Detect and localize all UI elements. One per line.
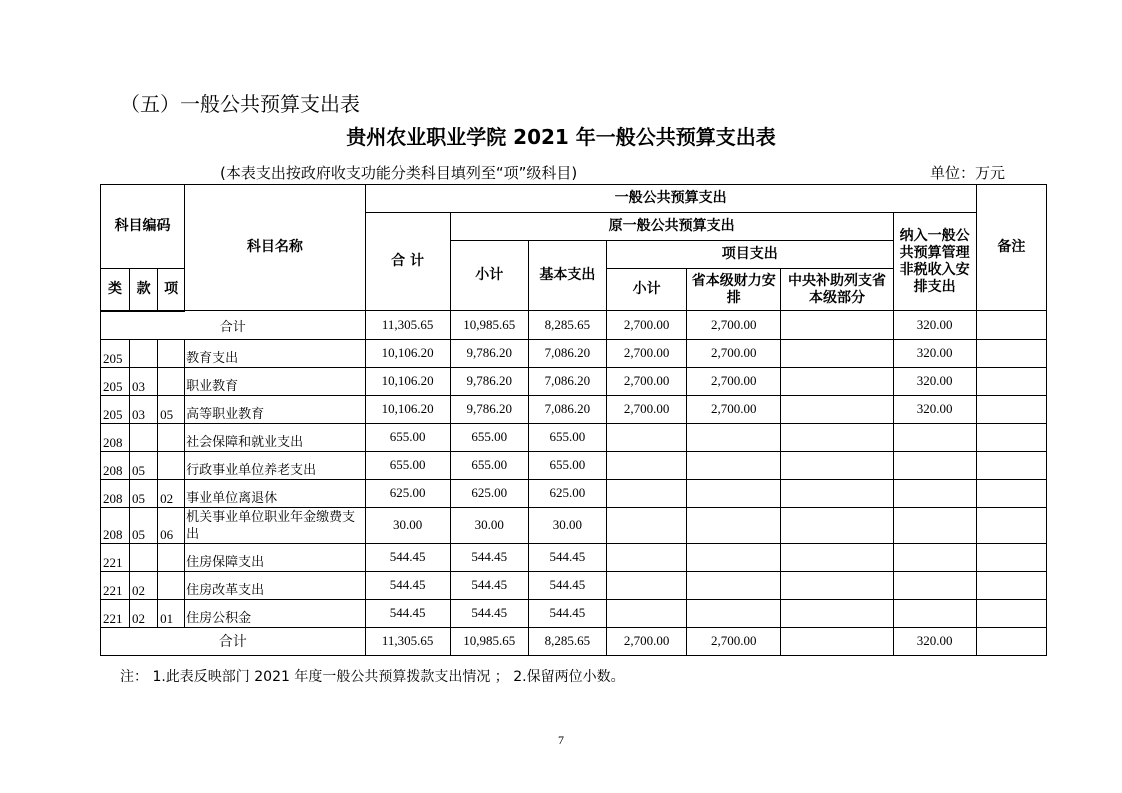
code-sub: 02 [158,479,185,507]
cell-nontax [893,599,976,627]
cell-basic: 544.45 [528,599,606,627]
summary-central [781,627,893,655]
table-row [101,423,1047,451]
cell-provincial [687,423,781,451]
summary-central [781,311,893,340]
cell-provincial [687,599,781,627]
summary-subtotal: 10,985.65 [450,311,528,340]
code-class: 221 [101,599,130,627]
summary-total: 11,305.65 [365,627,450,655]
code-class: 221 [101,571,130,599]
code-sub [158,339,185,367]
header-nontax: 纳入一般公共预算管理非税收入安排支出 [893,213,976,311]
cell-remark [976,599,1046,627]
subject-name: 机关事业单位职业年金缴费支出 [185,507,365,543]
summary-project-subtotal: 2,700.00 [607,311,687,340]
cell-remark [976,367,1046,395]
summary-project-subtotal: 2,700.00 [607,627,687,655]
table-row [101,479,1047,507]
cell-provincial: 2,700.00 [687,339,781,367]
cell-project-subtotal [607,451,687,479]
subject-name: 职业教育 [185,367,365,395]
code-item [130,339,158,367]
cell-nontax [893,451,976,479]
cell-total: 10,106.20 [365,339,450,367]
table-row [101,367,1047,395]
cell-subtotal: 655.00 [450,451,528,479]
cell-central [781,507,893,543]
cell-subtotal: 9,786.20 [450,367,528,395]
cell-subtotal: 544.45 [450,571,528,599]
header-central: 中央补助列支省本级部分 [781,269,893,311]
code-item: 03 [130,395,158,423]
cell-central [781,367,893,395]
table-row [101,599,1047,627]
cell-provincial: 2,700.00 [687,367,781,395]
subject-name: 住房改革支出 [185,571,365,599]
header-provincial: 省本级财力安排 [687,269,781,311]
cell-total: 10,106.20 [365,367,450,395]
code-item [130,543,158,571]
cell-nontax [893,507,976,543]
unit-label: 单位：万元 [930,164,1006,182]
cell-nontax [893,543,976,571]
summary-basic: 8,285.65 [528,311,606,340]
cell-provincial [687,543,781,571]
cell-subtotal: 544.45 [450,599,528,627]
summary-label: 合计 [101,627,366,655]
cell-provincial [687,507,781,543]
cell-subtotal: 9,786.20 [450,395,528,423]
table-row [101,339,1047,367]
code-class: 208 [101,507,130,543]
table-row [101,571,1047,599]
header-subject-name: 科目名称 [185,185,365,311]
code-item [130,423,158,451]
subject-name: 社会保障和就业支出 [185,423,365,451]
subject-name: 住房保障支出 [185,543,365,571]
summary-remark [976,311,1046,340]
subject-name: 事业单位离退休 [185,479,365,507]
cell-basic: 544.45 [528,571,606,599]
cell-total: 655.00 [365,451,450,479]
cell-central [781,479,893,507]
code-sub [158,367,185,395]
code-class: 205 [101,395,130,423]
code-sub [158,423,185,451]
table-row [101,507,1047,543]
header-remark: 备注 [976,185,1046,311]
cell-remark [976,507,1046,543]
cell-provincial [687,479,781,507]
header-subject-code: 科目编码 [101,185,185,269]
summary-provincial: 2,700.00 [687,311,781,340]
cell-basic: 7,086.20 [528,339,606,367]
code-sub [158,543,185,571]
header-project: 项目支出 [607,241,894,269]
header-item: 款 [130,269,158,311]
cell-nontax: 320.00 [893,395,976,423]
code-sub: 06 [158,507,185,543]
code-sub: 01 [158,599,185,627]
cell-total: 544.45 [365,571,450,599]
cell-nontax [893,479,976,507]
table-subtitle: (本表支出按政府收支功能分类科目填列至“项”级科目) [220,164,578,182]
code-class: 208 [101,479,130,507]
summary-remark [976,627,1046,655]
summary-nontax: 320.00 [893,627,976,655]
summary-nontax: 320.00 [893,311,976,340]
cell-basic: 544.45 [528,543,606,571]
cell-nontax [893,423,976,451]
code-item: 02 [130,599,158,627]
code-item: 05 [130,507,158,543]
subject-name: 高等职业教育 [185,395,365,423]
document-title: 贵州农业职业学院 2021 年一般公共预算支出表 [346,125,776,149]
cell-project-subtotal [607,571,687,599]
cell-basic: 7,086.20 [528,395,606,423]
header-sub: 项 [158,269,185,311]
code-class: 221 [101,543,130,571]
code-class: 208 [101,451,130,479]
cell-remark [976,395,1046,423]
table-row [101,543,1047,571]
cell-project-subtotal [607,507,687,543]
header-class: 类 [101,269,130,311]
cell-central [781,571,893,599]
cell-basic: 7,086.20 [528,367,606,395]
summary-basic: 8,285.65 [528,627,606,655]
cell-project-subtotal [607,423,687,451]
budget-table [100,184,1047,656]
code-item: 05 [130,479,158,507]
subject-name: 教育支出 [185,339,365,367]
cell-subtotal: 9,786.20 [450,339,528,367]
cell-remark [976,479,1046,507]
header-basic: 基本支出 [528,241,606,311]
cell-provincial [687,571,781,599]
header-general-budget: 一般公共预算支出 [365,185,976,213]
cell-total: 544.45 [365,599,450,627]
code-class: 205 [101,339,130,367]
summary-subtotal: 10,985.65 [450,627,528,655]
cell-project-subtotal: 2,700.00 [607,367,687,395]
table-header [101,185,1047,311]
cell-basic: 30.00 [528,507,606,543]
subject-name: 住房公积金 [185,599,365,627]
page-number: 7 [558,733,564,747]
cell-central [781,543,893,571]
cell-remark [976,339,1046,367]
cell-remark [976,423,1046,451]
cell-project-subtotal [607,599,687,627]
cell-central [781,451,893,479]
cell-subtotal: 655.00 [450,423,528,451]
cell-total: 655.00 [365,423,450,451]
section-title: （五）一般公共预算支出表 [120,92,360,116]
code-item: 05 [130,451,158,479]
cell-provincial: 2,700.00 [687,395,781,423]
footnote: 注： 1.此表反映部门 2021 年度一般公共预算拨款支出情况 ； 2.保留两位小数。 [120,669,625,685]
header-original-budget: 原一般公共预算支出 [450,213,893,241]
code-sub: 05 [158,395,185,423]
cell-central [781,423,893,451]
cell-project-subtotal [607,543,687,571]
code-item: 03 [130,367,158,395]
code-class: 205 [101,367,130,395]
cell-central [781,395,893,423]
cell-basic: 655.00 [528,423,606,451]
header-subtotal: 小计 [450,241,528,311]
summary-row-bottom [101,627,1047,655]
cell-nontax: 320.00 [893,339,976,367]
subject-name: 行政事业单位养老支出 [185,451,365,479]
cell-total: 10,106.20 [365,395,450,423]
code-item: 02 [130,571,158,599]
cell-remark [976,571,1046,599]
cell-project-subtotal: 2,700.00 [607,395,687,423]
header-total: 合 计 [365,213,450,311]
cell-central [781,599,893,627]
summary-total: 11,305.65 [365,311,450,340]
cell-total: 30.00 [365,507,450,543]
cell-total: 544.45 [365,543,450,571]
cell-total: 625.00 [365,479,450,507]
cell-remark [976,543,1046,571]
cell-subtotal: 625.00 [450,479,528,507]
cell-remark [976,451,1046,479]
cell-basic: 625.00 [528,479,606,507]
code-class: 208 [101,423,130,451]
summary-row-top [101,311,1047,340]
table-row [101,451,1047,479]
header-project-subtotal: 小计 [607,269,687,311]
cell-subtotal: 544.45 [450,543,528,571]
cell-central [781,339,893,367]
summary-provincial: 2,700.00 [687,627,781,655]
cell-basic: 655.00 [528,451,606,479]
code-sub [158,571,185,599]
cell-subtotal: 30.00 [450,507,528,543]
code-sub [158,451,185,479]
cell-nontax: 320.00 [893,367,976,395]
cell-nontax [893,571,976,599]
cell-provincial [687,451,781,479]
summary-label: 合计 [101,311,366,340]
cell-project-subtotal [607,479,687,507]
table-body [101,311,1047,628]
cell-project-subtotal: 2,700.00 [607,339,687,367]
table-row [101,395,1047,423]
